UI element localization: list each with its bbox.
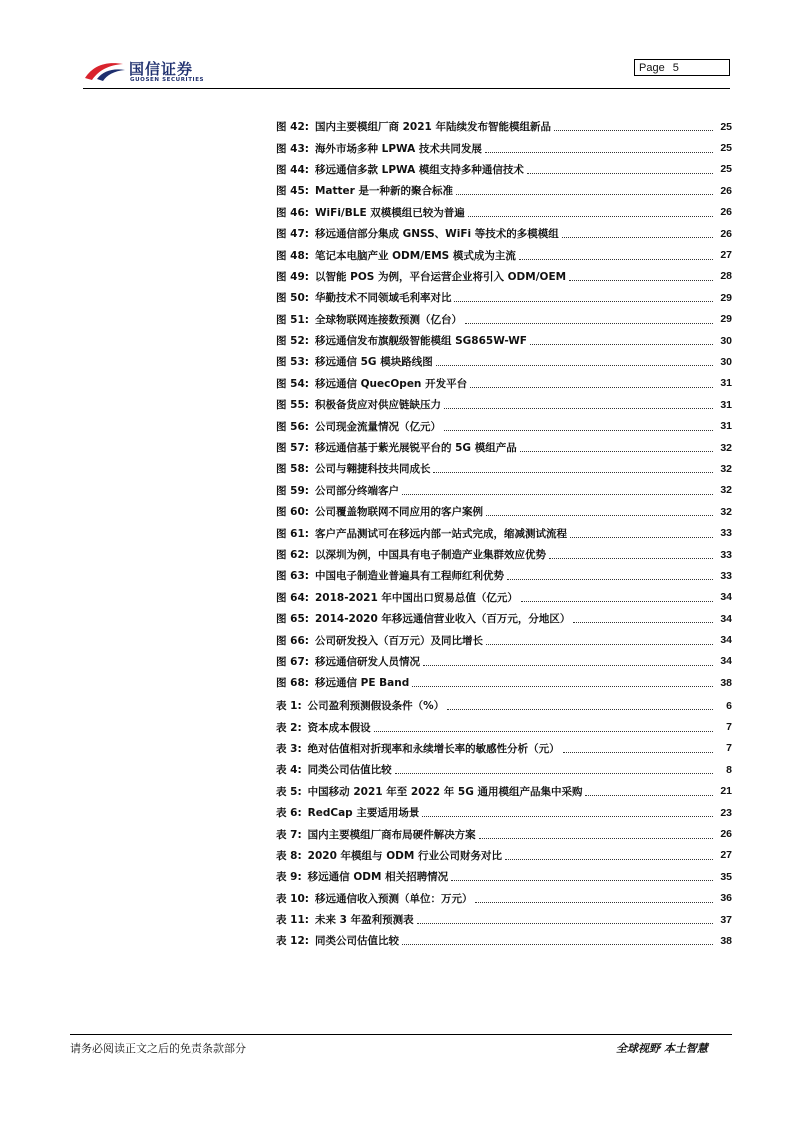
table-toc-entry[interactable] xyxy=(276,781,732,802)
figure-toc-entry[interactable] xyxy=(276,223,732,244)
entry-title: 国内主要模组厂商布局硬件解决方案 xyxy=(307,828,476,841)
entry-title: 2018-2021 年中国出口贸易总值（亿元） xyxy=(314,591,518,604)
figure-toc-entry[interactable] xyxy=(276,394,732,415)
entry-page-number: 6 xyxy=(726,699,732,712)
dot-leader xyxy=(573,622,713,623)
figure-toc-entry[interactable] xyxy=(276,629,732,650)
figure-toc-entry[interactable] xyxy=(276,309,732,330)
entry-label: 表 10: xyxy=(276,892,309,905)
entry-title: 海外市场多种 LPWA 技术共同发展 xyxy=(314,142,482,155)
entry-label: 图 42: xyxy=(276,121,309,134)
entry-label: 图 60: xyxy=(276,506,309,519)
figure-toc-entry[interactable] xyxy=(276,480,732,501)
entry-page-number: 30 xyxy=(720,334,732,347)
entry-label: 图 45: xyxy=(276,185,309,198)
dot-leader xyxy=(475,902,713,903)
entry-title: 公司研发投入（百万元）及同比增长 xyxy=(314,634,483,647)
figure-toc-entry[interactable] xyxy=(276,351,732,372)
header-divider xyxy=(83,88,730,89)
figure-toc-entry[interactable] xyxy=(276,651,732,672)
entry-label: 表 3: xyxy=(276,742,302,755)
dot-leader xyxy=(395,773,713,774)
figure-toc-entry[interactable] xyxy=(276,565,732,586)
entry-title: 移远通信多款 LPWA 模组支持多种通信技术 xyxy=(314,163,524,176)
table-index xyxy=(276,695,732,952)
table-toc-entry[interactable] xyxy=(276,909,732,930)
entry-page-number: 34 xyxy=(720,612,732,625)
footer-disclaimer: 请务必阅读正文之后的免责条款部分 xyxy=(70,1042,246,1055)
page-label: Page xyxy=(639,62,665,74)
entry-title: 公司部分终端客户 xyxy=(314,484,399,497)
entry-label: 图 55: xyxy=(276,399,309,412)
entry-page-number: 33 xyxy=(720,569,732,582)
entry-label: 图 64: xyxy=(276,591,309,604)
entry-label: 表 4: xyxy=(276,764,302,777)
entry-title: 同类公司估值比较 xyxy=(307,764,392,777)
figure-toc-entry[interactable] xyxy=(276,287,732,308)
entry-label: 图 68: xyxy=(276,677,309,690)
dot-leader xyxy=(417,923,713,924)
entry-page-number: 34 xyxy=(720,634,732,647)
dot-leader xyxy=(507,579,713,580)
figure-toc-entry[interactable] xyxy=(276,458,732,479)
entry-page-number: 26 xyxy=(720,206,732,219)
entry-label: 图 66: xyxy=(276,634,309,647)
entry-title: 国内主要模组厂商 2021 年陆续发布智能模组新品 xyxy=(314,121,552,134)
entry-title: 全球物联网连接数预测（亿台） xyxy=(314,313,462,326)
entry-title: 公司盈利预测假设条件（%） xyxy=(307,700,445,713)
dot-leader xyxy=(422,816,713,817)
entry-title: 笔记本电脑产业 ODM/EMS 模式成为主流 xyxy=(314,249,516,262)
entry-title: 以智能 POS 为例，平台运营企业将引入 ODM/OEM xyxy=(314,270,567,283)
entry-title: 资本成本假设 xyxy=(307,721,371,734)
entry-title: 移远通信 5G 模块路线图 xyxy=(314,356,433,369)
entry-page-number: 33 xyxy=(720,527,732,540)
entry-page-number: 7 xyxy=(726,742,732,755)
entry-page-number: 32 xyxy=(720,505,732,518)
entry-page-number: 32 xyxy=(720,441,732,454)
table-toc-entry[interactable] xyxy=(276,738,732,759)
entry-label: 图 54: xyxy=(276,377,309,390)
entry-title: 华勤技术不同领域毛利率对比 xyxy=(314,292,452,305)
dot-leader xyxy=(451,880,713,881)
entry-title: 移远通信 QuecOpen 开发平台 xyxy=(314,377,468,390)
entry-title: Matter 是一种新的聚合标准 xyxy=(314,185,453,198)
entry-page-number: 32 xyxy=(720,484,732,497)
entry-title: 公司覆盖物联网不同应用的客户案例 xyxy=(314,506,483,519)
entry-label: 表 11: xyxy=(276,914,309,927)
figure-toc-entry[interactable] xyxy=(276,587,732,608)
entry-title: 公司与翱捷科技共同成长 xyxy=(314,463,431,476)
figure-toc-entry[interactable] xyxy=(276,266,732,287)
entry-page-number: 21 xyxy=(720,785,732,798)
figure-toc-entry[interactable] xyxy=(276,501,732,522)
entry-title: 移远通信 PE Band xyxy=(314,677,410,690)
entry-title: 客户产品测试可在移远内部一站式完成，缩减测试流程 xyxy=(314,527,567,540)
entry-page-number: 25 xyxy=(720,163,732,176)
entry-title: WiFi/BLE 双模模组已较为普遍 xyxy=(314,206,465,219)
entry-page-number: 38 xyxy=(720,934,732,947)
entry-label: 图 59: xyxy=(276,484,309,497)
entry-title: 绝对估值相对折现率和永续增长率的敏感性分析（元） xyxy=(307,742,560,755)
entry-title: 移远通信基于紫光展锐平台的 5G 模组产品 xyxy=(314,442,517,455)
entry-page-number: 32 xyxy=(720,462,732,475)
dot-leader xyxy=(570,537,713,538)
table-toc-entry[interactable] xyxy=(276,802,732,823)
entry-label: 图 43: xyxy=(276,142,309,155)
table-toc-entry[interactable] xyxy=(276,930,732,951)
footer-divider xyxy=(70,1034,732,1035)
figure-index xyxy=(276,116,732,694)
dot-leader xyxy=(530,344,713,345)
entry-label: 表 8: xyxy=(276,849,302,862)
entry-label: 图 63: xyxy=(276,570,309,583)
entry-label: 图 57: xyxy=(276,442,309,455)
logo-english-name: GUOSEN SECURITIES xyxy=(130,77,205,83)
entry-title: 以深圳为例，中国具有电子制造产业集群效应优势 xyxy=(314,549,546,561)
guosen-logo-icon xyxy=(83,58,127,82)
table-toc-entry[interactable] xyxy=(276,716,732,737)
entry-page-number: 34 xyxy=(720,591,732,604)
entry-page-number: 7 xyxy=(726,721,732,734)
figure-toc-entry[interactable] xyxy=(276,180,732,201)
entry-page-number: 26 xyxy=(720,227,732,240)
entry-label: 表 12: xyxy=(276,935,309,948)
table-toc-entry[interactable] xyxy=(276,845,732,866)
dot-leader xyxy=(585,795,713,796)
entry-label: 图 53: xyxy=(276,356,309,369)
entry-title: 中国移动 2021 年至 2022 年 5G 通用模组产品集中采购 xyxy=(307,785,583,798)
entry-label: 图 46: xyxy=(276,206,309,219)
dot-leader xyxy=(465,323,713,324)
entry-title: 移远通信 ODM 相关招聘情况 xyxy=(307,871,449,884)
entry-label: 图 65: xyxy=(276,613,309,626)
dot-leader xyxy=(505,859,713,860)
dot-leader xyxy=(468,216,713,217)
entry-label: 图 61: xyxy=(276,527,309,540)
page-number-box xyxy=(634,59,730,76)
dot-leader xyxy=(402,494,713,495)
figure-toc-entry[interactable] xyxy=(276,608,732,629)
entry-page-number: 31 xyxy=(720,377,732,390)
dot-leader xyxy=(412,686,713,687)
dot-leader xyxy=(519,259,713,260)
entry-label: 表 5: xyxy=(276,785,302,798)
entry-page-number: 26 xyxy=(720,184,732,197)
dot-leader xyxy=(433,472,713,473)
dot-leader xyxy=(527,173,713,174)
dot-leader xyxy=(485,152,713,153)
dot-leader xyxy=(486,644,713,645)
entry-page-number: 26 xyxy=(720,828,732,841)
entry-title: 移远通信部分集成 GNSS、WiFi 等技术的多模模组 xyxy=(314,228,559,241)
entry-page-number: 33 xyxy=(720,548,732,561)
dot-leader xyxy=(444,408,713,409)
figure-toc-entry[interactable] xyxy=(276,373,732,394)
entry-label: 图 67: xyxy=(276,655,309,668)
logo-chinese-name: 国信证券 xyxy=(129,60,194,78)
entry-title: 中国电子制造业普遍具有工程师红利优势 xyxy=(314,570,504,583)
entry-page-number: 25 xyxy=(720,142,732,155)
figure-toc-entry[interactable] xyxy=(276,437,732,458)
entry-title: 2014-2020 年移远通信营业收入（百万元，分地区） xyxy=(314,613,571,626)
entry-title: 公司现金流量情况（亿元） xyxy=(314,420,441,433)
dot-leader xyxy=(456,194,713,195)
dot-leader xyxy=(520,451,713,452)
dot-leader xyxy=(479,838,713,839)
entry-page-number: 29 xyxy=(720,313,732,326)
entry-page-number: 36 xyxy=(720,892,732,905)
dot-leader xyxy=(563,752,713,753)
table-toc-entry[interactable] xyxy=(276,866,732,887)
entry-page-number: 30 xyxy=(720,355,732,368)
dot-leader xyxy=(402,944,713,945)
page-number: 5 xyxy=(672,62,679,74)
figure-toc-entry[interactable] xyxy=(276,116,732,137)
entry-title: 未来 3 年盈利预测表 xyxy=(314,914,414,927)
entry-page-number: 35 xyxy=(720,870,732,883)
dot-leader xyxy=(444,430,713,431)
figure-toc-entry[interactable] xyxy=(276,415,732,436)
table-toc-entry[interactable] xyxy=(276,759,732,780)
entry-page-number: 38 xyxy=(720,676,732,689)
entry-page-number: 27 xyxy=(720,849,732,862)
entry-label: 表 2: xyxy=(276,721,302,734)
entry-page-number: 27 xyxy=(720,249,732,262)
entry-label: 表 9: xyxy=(276,871,302,884)
dot-leader xyxy=(554,130,713,131)
figure-toc-entry[interactable] xyxy=(276,137,732,158)
entry-title: 移远通信发布旗舰级智能模组 SG865W-WF xyxy=(314,335,527,348)
entry-label: 图 48: xyxy=(276,249,309,262)
dot-leader xyxy=(549,558,713,559)
entry-page-number: 8 xyxy=(726,763,732,776)
entry-title: 同类公司估值比较 xyxy=(314,935,399,948)
entry-page-number: 29 xyxy=(720,291,732,304)
figure-toc-entry[interactable] xyxy=(276,244,732,265)
dot-leader xyxy=(423,665,713,666)
entry-label: 图 58: xyxy=(276,463,309,476)
entry-page-number: 37 xyxy=(720,913,732,926)
dot-leader xyxy=(374,731,713,732)
figure-toc-entry[interactable] xyxy=(276,672,732,693)
entry-title: 移远通信收入预测（单位：万元） xyxy=(314,892,473,905)
entry-page-number: 28 xyxy=(720,270,732,283)
figure-toc-entry[interactable] xyxy=(276,330,732,351)
dot-leader xyxy=(521,601,713,602)
entry-label: 图 52: xyxy=(276,335,309,348)
entry-label: 表 7: xyxy=(276,828,302,841)
entry-label: 图 62: xyxy=(276,549,309,561)
entry-label: 图 50: xyxy=(276,292,309,305)
figure-toc-entry[interactable] xyxy=(276,202,732,223)
entry-page-number: 34 xyxy=(720,655,732,668)
entry-page-number: 23 xyxy=(720,806,732,819)
entry-label: 图 47: xyxy=(276,228,309,241)
entry-label: 图 44: xyxy=(276,163,309,176)
entry-label: 表 1: xyxy=(276,700,302,713)
entry-title: 2020 年模组与 ODM 行业公司财务对比 xyxy=(307,849,502,862)
table-toc-entry[interactable] xyxy=(276,695,732,716)
entry-label: 图 56: xyxy=(276,420,309,433)
entry-page-number: 31 xyxy=(720,420,732,433)
dot-leader xyxy=(454,301,713,302)
dot-leader xyxy=(436,365,713,366)
figure-toc-entry[interactable] xyxy=(276,544,732,565)
entry-label: 图 51: xyxy=(276,313,309,326)
dot-leader xyxy=(486,515,713,516)
entry-title: 积极备货应对供应链缺压力 xyxy=(314,399,441,412)
table-toc-entry[interactable] xyxy=(276,888,732,909)
figure-toc-entry[interactable] xyxy=(276,159,732,180)
dot-leader xyxy=(569,280,713,281)
figure-toc-entry[interactable] xyxy=(276,522,732,543)
dot-leader xyxy=(562,237,713,238)
dot-leader xyxy=(470,387,713,388)
guosen-logo xyxy=(83,56,213,88)
entry-page-number: 31 xyxy=(720,398,732,411)
entry-title: RedCap 主要适用场景 xyxy=(307,807,420,820)
entry-label: 表 6: xyxy=(276,807,302,820)
entry-label: 图 49: xyxy=(276,270,309,283)
entry-page-number: 25 xyxy=(720,120,732,133)
table-toc-entry[interactable] xyxy=(276,823,732,844)
dot-leader xyxy=(447,709,713,710)
entry-title: 移远通信研发人员情况 xyxy=(314,655,420,668)
footer-slogan: 全球视野 本土智慧 xyxy=(616,1042,708,1055)
